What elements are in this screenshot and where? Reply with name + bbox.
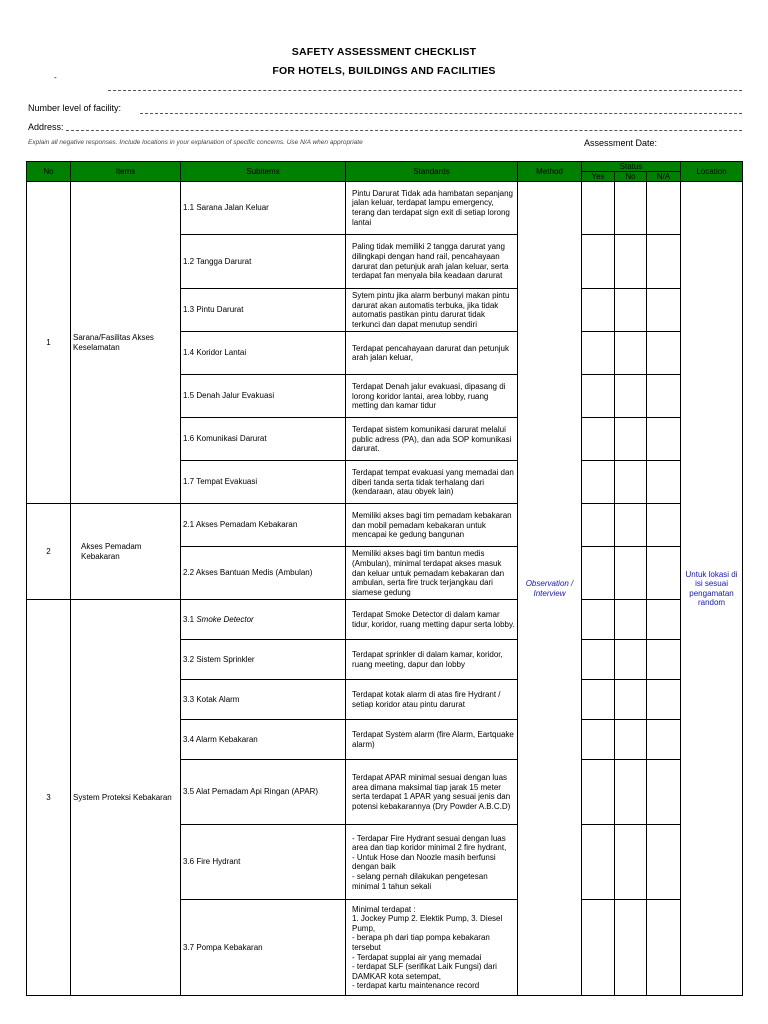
standard-line: Minimal terdapat : <box>352 904 416 914</box>
status-yes-cell[interactable] <box>582 332 615 375</box>
standard: Terdapat tempat evakuasi yang memadai dan diberi tanda serta tidak terhalang dari (kendaraan, atau obyek lain) <box>346 461 518 504</box>
subitem: 1.7 Tempat Evakuasi <box>181 461 346 504</box>
subitem: 3.2 Sistem Sprinkler <box>181 640 346 680</box>
status-na-cell[interactable] <box>647 332 681 375</box>
status-na-cell[interactable] <box>647 640 681 680</box>
section-no: 3 <box>27 600 71 996</box>
subitem: 3.5 Alat Pemadam Api Ringan (APAR) <box>181 760 346 825</box>
status-yes-cell[interactable] <box>582 825 615 900</box>
standard: Memiliki akses bagi tim pemadam kebakaran dan mobil pemadam kebakaran untuk mencapai ke gedung bangunan <box>346 504 518 547</box>
status-yes-cell[interactable] <box>582 600 615 640</box>
table-row <box>27 182 743 235</box>
status-yes-cell[interactable] <box>582 680 615 720</box>
status-no-cell[interactable] <box>615 825 647 900</box>
status-no-cell[interactable] <box>615 900 647 996</box>
status-yes-cell[interactable] <box>582 418 615 461</box>
status-na-cell[interactable] <box>647 900 681 996</box>
status-no-cell[interactable] <box>615 418 647 461</box>
standard: Terdapat kotak alarm di atas fire Hydrant / setiap koridor atau pintu darurat <box>346 680 518 720</box>
status-na-cell[interactable] <box>647 547 681 600</box>
standard: Terdapat APAR minimal sesuai dengan luas area dimana maksimal tiap jarak 15 meter serta terdapat 1 APAR yang sesuai jenis dan potensi kebakarannya (Dry Powder A.B.C.D) <box>346 760 518 825</box>
section-no: 2 <box>27 504 71 600</box>
tick-mark: - <box>54 73 57 82</box>
header-status-no: No <box>615 172 647 182</box>
subitem: 3.6 Fire Hydrant <box>181 825 346 900</box>
header-yes: Yes <box>582 172 615 182</box>
standard: Terdapat Denah jalur evakuasi, dipasang di lorong koridor lantai, area lobby, ruang metting dan kamar tidur <box>346 375 518 418</box>
status-na-cell[interactable] <box>647 825 681 900</box>
status-yes-cell[interactable] <box>582 375 615 418</box>
status-no-cell[interactable] <box>615 720 647 760</box>
header-subitems: Subitems <box>181 162 346 182</box>
standard: Memiliki akses bagi tim bantun medis (Ambulan), minimal terdapat akses masuk dan keluar untuk pemadam kebakaran dan ambulan, serta fire truck terjangkau dari siamese gedung <box>346 547 518 600</box>
subitem: 3.7 Pompa Kebakaran <box>181 900 346 996</box>
standard-line: - terdapat kartu maintenance record <box>352 981 480 991</box>
subitem-prefix: 3.1 <box>183 614 197 624</box>
section-item: Sarana/Fasilitas Akses Keselamatan <box>71 182 181 504</box>
standard: Terdapat pencahayaan darurat dan petunjuk arah jalan keluar, <box>346 332 518 375</box>
standard: Terdapat sprinkler di dalam kamar, koridor, ruang meeting, dapur dan lobby <box>346 640 518 680</box>
status-yes-cell[interactable] <box>582 182 615 235</box>
status-no-cell[interactable] <box>615 375 647 418</box>
status-na-cell[interactable] <box>647 235 681 289</box>
status-yes-cell[interactable] <box>582 504 615 547</box>
status-yes-cell[interactable] <box>582 720 615 760</box>
standard-line: - Terdapat supplai air yang memadai <box>352 952 482 962</box>
standard: Sytem pintu jika alarm berbunyi makan pintu darurat akan automatis terbuka, jika tidak automatis pastikan pintu darurat tidak terkunci dan dapat menutup sendiri <box>346 289 518 332</box>
standard-line: - Terdapar Fire Hydrant sesuai dengan luas area dan tiap koridor minimal 2 fire hydrant, <box>352 833 507 853</box>
status-na-cell[interactable] <box>647 600 681 640</box>
instructions-note: Explain all negative responses. Include locations in your explanation of specific concerns. Use N/A when appropriate <box>28 139 363 146</box>
standard-line: - berapa ph dari tiap pompa kebakaran tersebut <box>352 933 490 953</box>
checklist-table <box>26 161 743 996</box>
status-yes-cell[interactable] <box>582 760 615 825</box>
standard: Pintu Darurat Tidak ada hambatan sepanjang jalan keluar, terdapat lampu emergency, terang dan terdapat sign exit di setiap lorong lantai <box>346 182 518 235</box>
subitem: 2.2 Akses Bantuan Medis (Ambulan) <box>181 547 346 600</box>
subitem: 1.3 Pintu Darurat <box>181 289 346 332</box>
standard <box>346 825 518 900</box>
subitem: 1.5 Denah Jalur Evakuasi <box>181 375 346 418</box>
status-no-cell[interactable] <box>615 235 647 289</box>
number-level-field[interactable] <box>140 113 742 114</box>
status-no-cell[interactable] <box>615 289 647 332</box>
section-item: Akses Pemadam Kebakaran <box>71 504 181 600</box>
status-na-cell[interactable] <box>647 680 681 720</box>
subitem: 3.4 Alarm Kebakaran <box>181 720 346 760</box>
location-cell: Untuk lokasi di isi sesuai pengamatan random <box>681 182 743 996</box>
standard <box>346 900 518 996</box>
status-yes-cell[interactable] <box>582 900 615 996</box>
assessment-date-label: Assessment Date: <box>584 138 658 148</box>
status-no-cell[interactable] <box>615 680 647 720</box>
subitem: 2.1 Akses Pemadam Kebakaran <box>181 504 346 547</box>
status-yes-cell[interactable] <box>582 289 615 332</box>
title-line-2: FOR HOTELS, BUILDINGS AND FACILITIES <box>272 65 496 77</box>
status-na-cell[interactable] <box>647 182 681 235</box>
standard: Terdapat sistem komunikasi darurat melalui public adress (PA), dan ada SOP komunikasi darurat. <box>346 418 518 461</box>
subitem: 1.6 Komunikasi Darurat <box>181 418 346 461</box>
header-standards: Standards <box>346 162 518 182</box>
status-na-cell[interactable] <box>647 461 681 504</box>
subitem: 1.1 Sarana Jalan Keluar <box>181 182 346 235</box>
status-no-cell[interactable] <box>615 182 647 235</box>
status-no-cell[interactable] <box>615 547 647 600</box>
number-level-label: Number level of facility: <box>28 103 122 113</box>
standard-line: - selang pernah dilakukan pengetesan minimal 1 tahun sekali <box>352 871 488 891</box>
section-no: 1 <box>27 182 71 504</box>
facility-name-line[interactable] <box>108 90 742 91</box>
status-yes-cell[interactable] <box>582 461 615 504</box>
standard-line: - terdapat SLF (serifikat Laik Fungsi) dari DAMKAR kota setempat, <box>352 962 497 981</box>
title-line-1: SAFETY ASSESSMENT CHECKLIST <box>291 46 477 58</box>
status-no-cell[interactable] <box>615 640 647 680</box>
standard-line: - Untuk Hose dan Noozle masih berfunsi dengan baik <box>352 852 496 872</box>
table-row <box>27 504 743 547</box>
subitem: 1.4 Koridor Lantai <box>181 332 346 375</box>
standard: Paling tidak memiliki 2 tangga darurat yang dilingkapi dengan hand rail, pencahayaan darurat dan petunjuk arah jalan keluar, serta terdapat fan menyala bila keadaan darurat <box>346 235 518 289</box>
status-yes-cell[interactable] <box>582 235 615 289</box>
subitem-emphasis: Smoke Detector <box>196 614 254 624</box>
status-yes-cell[interactable] <box>582 640 615 680</box>
status-na-cell[interactable] <box>647 375 681 418</box>
status-no-cell[interactable] <box>615 760 647 825</box>
status-no-cell[interactable] <box>615 504 647 547</box>
address-field[interactable] <box>66 130 742 131</box>
status-na-cell[interactable] <box>647 760 681 825</box>
header-na: N/A <box>647 172 681 182</box>
status-no-cell[interactable] <box>615 461 647 504</box>
status-no-cell[interactable] <box>615 600 647 640</box>
header-method: Method <box>518 162 582 182</box>
header-location: Location <box>681 162 743 182</box>
status-na-cell[interactable] <box>647 289 681 332</box>
status-na-cell[interactable] <box>647 504 681 547</box>
header-items: Items <box>71 162 181 182</box>
subitem <box>181 600 346 640</box>
address-label: Address: <box>28 122 64 132</box>
section-item: System Proteksi Kebakaran <box>71 600 181 996</box>
header-no: No <box>27 162 71 182</box>
status-no-cell[interactable] <box>615 332 647 375</box>
subitem: 1.2 Tangga Darurat <box>181 235 346 289</box>
standard: Terdapat Smoke Detector di dalam kamar tidur, koridor, ruang metting dapur serta lobby. <box>346 600 518 640</box>
subitem: 3.3 Kotak Alarm <box>181 680 346 720</box>
status-na-cell[interactable] <box>647 418 681 461</box>
standard-line: 1. Jockey Pump 2. Elektik Pump, 3. Diesel Pump, <box>352 914 503 933</box>
header-status: Status <box>582 162 681 172</box>
status-na-cell[interactable] <box>647 720 681 760</box>
standard: Terdapat System alarm (fire Alarm, Eartquake alarm) <box>346 720 518 760</box>
status-yes-cell[interactable] <box>582 547 615 600</box>
method-cell: Observation / Interview <box>518 182 582 996</box>
table-row <box>27 600 743 640</box>
